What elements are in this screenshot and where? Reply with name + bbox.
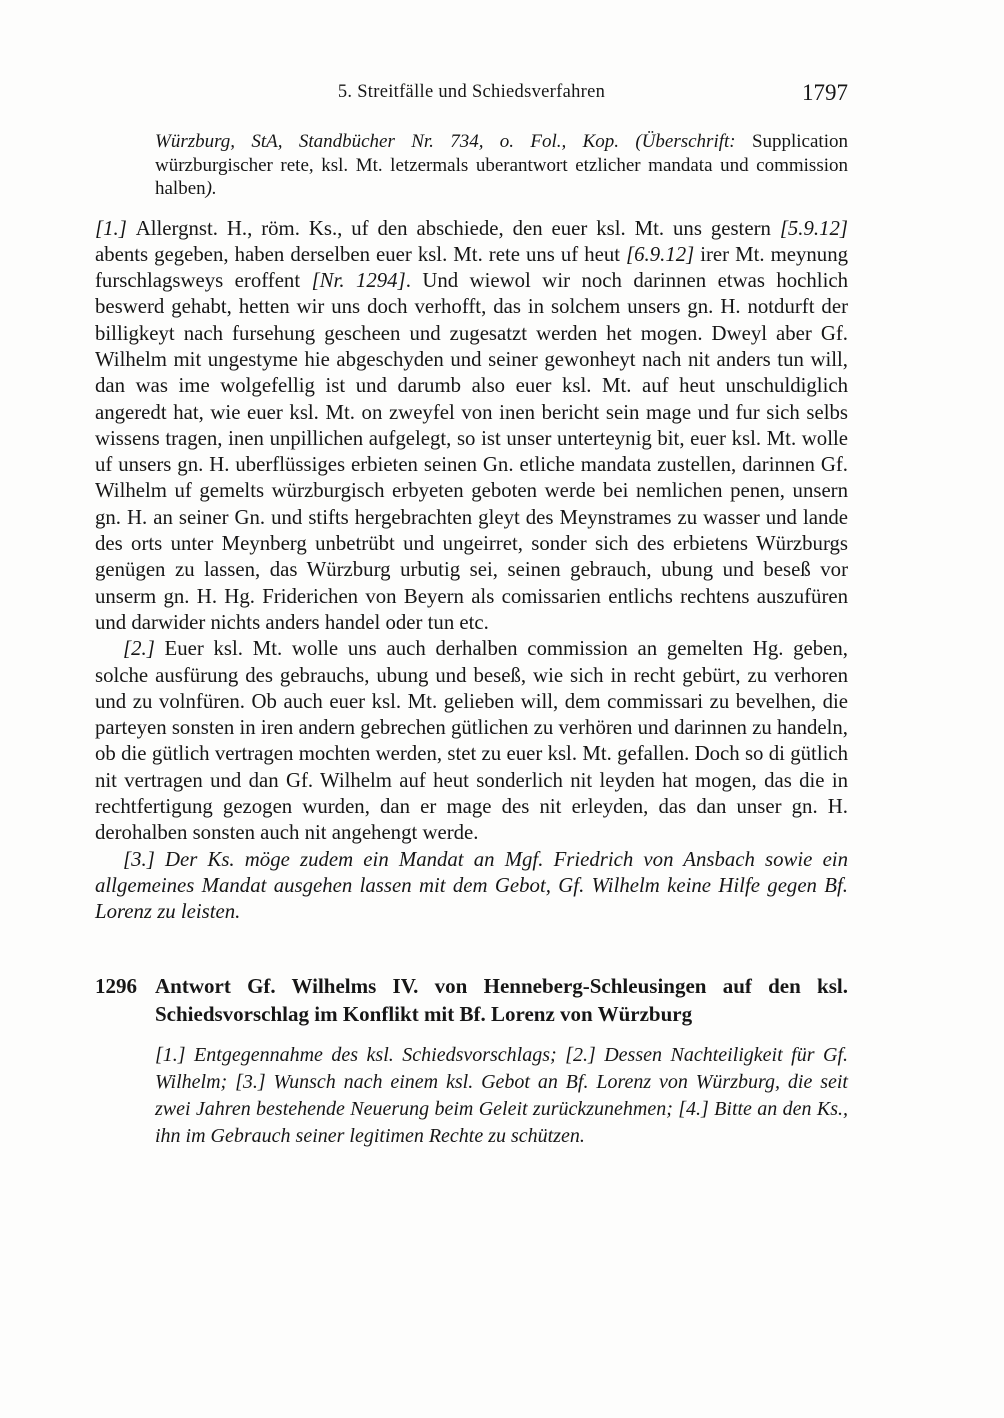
running-header: 5. Streitfälle und Schiedsverfahren: [337, 82, 606, 102]
text-block: [95, 80, 848, 1150]
text-run: Supplication würzburgischer rete, ksl. Mt. letzermals uberantwort etzlicher mandata und commission halben: [155, 131, 848, 199]
text-run: [2.]: [123, 637, 165, 661]
text-run: [Nr. 1294]: [311, 269, 406, 293]
entry-title: Antwort Gf. Wilhelms IV. von Henneberg-Schleusingen auf den ksl. Schiedsvorschlag im Konflikt mit Bf. Lorenz von Würzburg: [155, 973, 848, 1027]
text-run: [3.] Der Ks. möge zudem ein Mandat an Mgf. Friedrich von Ansbach sowie ein allgemeines Mandat ausgehen lassen mit dem Gebot, Gf. Wilhelm keine Hilfe gegen Bf. Lorenz zu leisten.: [95, 847, 848, 924]
text-run: ).: [205, 178, 217, 199]
text-run: [5.9.12]: [779, 216, 848, 240]
text-run: [1.] Entgegennahme des ksl. Schiedsvorschlags; [2.] Dessen Nachteiligkeit für Gf. Wilhelm; [3.] Wunsch nach einem ksl. Gebot an Bf. Lorenz von Würzburg, die seit zwei Jahren bestehende Neuerung beim Geleit zurückzunehmen; [4.] Bitte an den Ks., ihn im Gebrauch seiner legitimen Rechte zu schützen.: [155, 1043, 848, 1147]
paragraph-1: [95, 216, 848, 637]
text-run: abents gegeben, haben derselben euer ksl. Mt. rete uns uf heut: [95, 242, 627, 266]
paragraph-3: [95, 847, 848, 926]
page-header: [95, 80, 848, 104]
paragraph-2: [95, 636, 848, 846]
text-run: Würzburg, StA, Standbücher Nr. 734, o. Fol., Kop. (Überschrift:: [155, 131, 752, 152]
entry-1296: [95, 972, 848, 1150]
text-run: Allergnst. H., röm. Ks., uf den abschiede, den euer ksl. Mt. uns gestern: [135, 216, 780, 240]
text-run: irer Mt. meynung furschlagsweys eroffent: [95, 242, 848, 293]
entry-heading: [95, 972, 848, 1029]
source-note: [155, 130, 848, 201]
text-run: [6.9.12]: [626, 242, 695, 266]
text-run: Euer ksl. Mt. wolle uns auch derhalben commission an gemelten Hg. geben, solche ausfürung des gebrauchs, ubung und beseß, wie sich in recht gebürt, zu verhoren und zu volnfüren. Ob auch euer ksl. Mt. gelieben will, dem commissari zu bevelhen, die parteyen sonsten in iren andern gebrechen gütlichen zu verhören und darinnen zu handeln, ob die gütlich vertragen mochten werden, stet zu euer ksl. Mt. gefallen. Doch so di gütlich nit vertragen und dan Gf. Wilhelm auf heut sonderlich nit leyden hat mogen, das die in rechtfertigung gezogen wurden, dan er mage des nit erleyden, das dan unser gn. H. derohalben sonsten auch nit angehengt werde.: [95, 637, 849, 845]
page-number: 1797: [802, 80, 848, 105]
entry-number: 1296: [95, 973, 137, 998]
text-run: [1.]: [95, 216, 136, 240]
text-run: . Und wiewol wir noch darinnen etwas hochlich beswerd gehabt, hetten wir uns doch verhofft, das in solchem unsers gn. H. notdurft der billigkeyt nach fursehung gescheen und zugesatzt werden het mogen. Dweyl aber Gf. Wilhelm mit ungestyme hie abgeschyden und seiner gewonheyt nach nit anders tun will, dan was ime wolgefellig ist und darumb also euer ksl. Mt. auf heut unschuldiglich angeredt hat, wie euer ksl. Mt. on zweyfel von inen bericht sein mage und fur sich selbs wissens tragen, inen unpillichen aufgelegt, so ist unser unterteynig bit, euer ksl. Mt. wolle uf unsers gn. H. uberflüssiges erbieten seinen Gn. etliche mandata zustellen, darinnen Gf. Wilhelm uf gemelts würzburgisch erbyeten geboten werde bei nemlichen penen, unsern gn. H. an seiner Gn. und stifts hergebrachten gleyt des Meynstrames zu wasser und lande des orts unter Meynberg unbetrübt und ungeirret, sonder sich des erbietens Würzburgs genügen zu lassen, das Würzburg urbutig sei, seinen gebrauch, ubung und beseß vor unserm gn. H. Hg. Friderichen von Beyern als comissarien entlichs rechtens auszufüren und darwider nichts anders handel oder tun etc.: [95, 269, 848, 634]
entry-summary: [155, 1042, 848, 1150]
